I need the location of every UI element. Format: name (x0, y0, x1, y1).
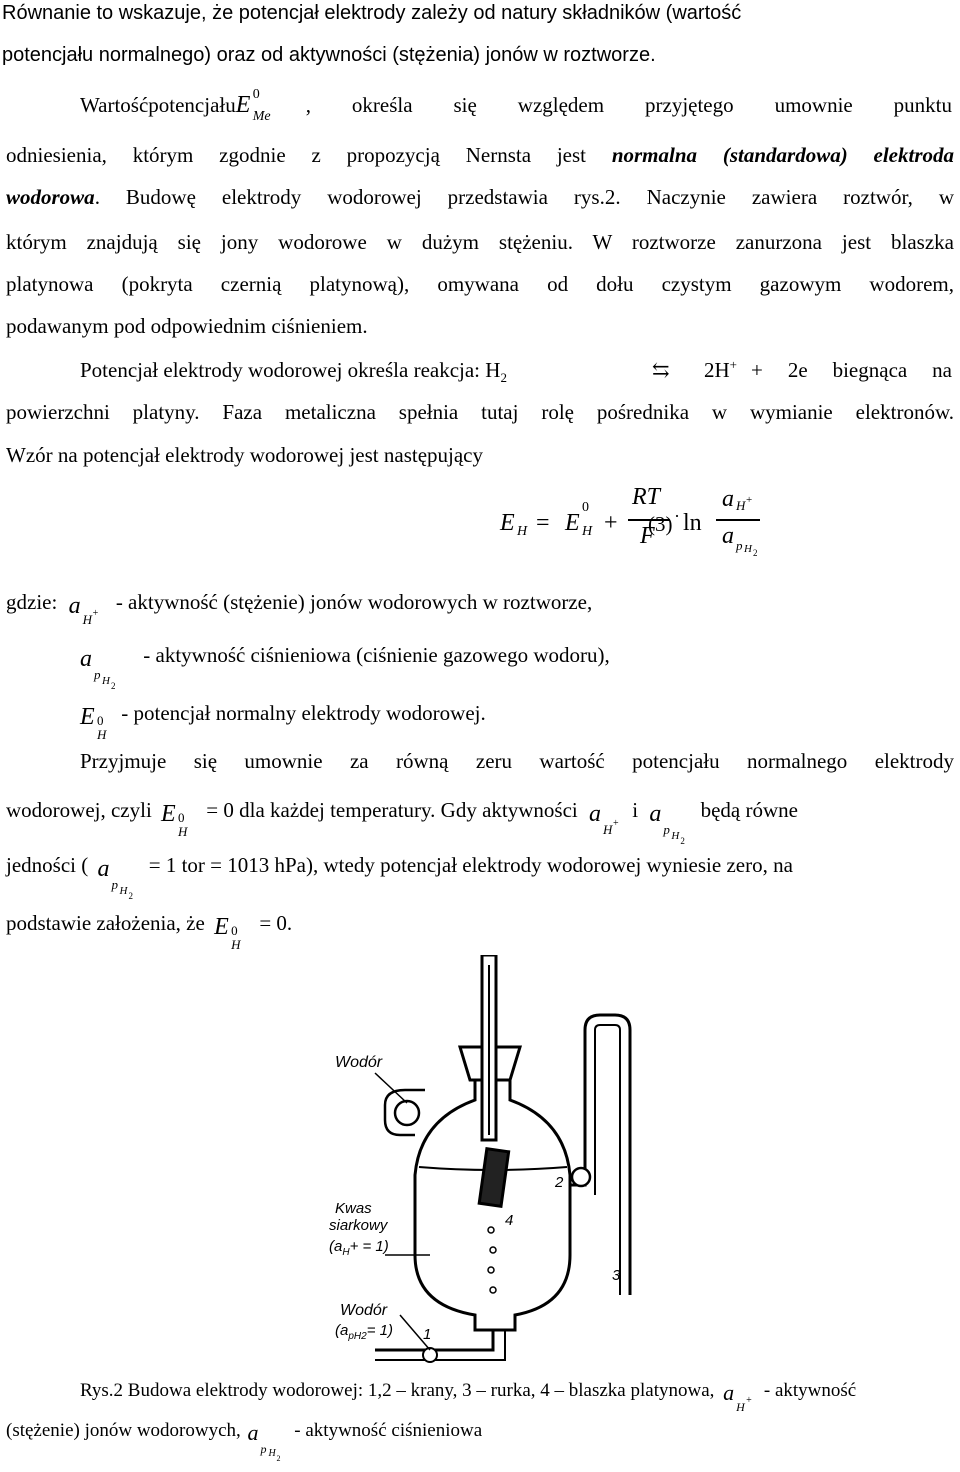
equilibrium-arrow-icon: ⇆ (652, 358, 670, 382)
sym-a: a (97, 856, 110, 882)
label-2: 2 (555, 1174, 564, 1191)
text: którym znajdują się jony wodorowe w dużym stężeniu. W roztworze zanurzona jest blaszka (6, 230, 954, 254)
sym-sup: + (746, 1395, 752, 1406)
t: wodorowej, czyli (6, 798, 152, 822)
t-bold: wodorowa (6, 185, 95, 209)
word: Wartość (80, 93, 149, 117)
sym-E: E (80, 704, 95, 730)
sym-sub: H (603, 822, 613, 837)
t-bold: normalna (standardowa) elektroda (611, 143, 954, 167)
symbol-E-Me (235, 87, 306, 124)
sym-p: p (94, 667, 101, 682)
f-sup0: 0 (582, 500, 589, 515)
sym-sup: + (613, 818, 619, 829)
t: + 2e biegnąca na (751, 358, 952, 382)
sym-a: a (80, 646, 92, 672)
para4-line4 (6, 910, 954, 952)
sub: Me (252, 109, 271, 124)
text: podawanym pod odpowiednim ciśnieniem. (6, 314, 368, 338)
f-plus-sup: + (746, 494, 753, 506)
f-a1: a (722, 486, 734, 512)
t: odniesienia, którym zgodnie z propozycją Nernsta jest (6, 143, 612, 167)
tap-2 (572, 1168, 590, 1186)
caption-line2 (6, 1418, 954, 1463)
para2-line6 (6, 313, 954, 339)
sym-2: 2 (276, 1454, 281, 1463)
t: - aktywność (763, 1380, 857, 1401)
sym-0: 0 (178, 810, 185, 825)
sup: 0 (252, 87, 260, 102)
eq-number: (3) (648, 512, 673, 536)
sym-a: a (649, 801, 662, 827)
para2-line3 (6, 184, 954, 210)
sym-2: 2 (680, 836, 685, 846)
sym-a: a (68, 593, 81, 619)
t: Rys.2 Budowa elektrody wodorowej: 1,2 – krany, 3 – rurka, 4 – blaszka platynowa, (80, 1380, 715, 1401)
f-two: 2 (753, 548, 758, 558)
t: - aktywność ciśnieniowa (294, 1420, 483, 1441)
word: potencjału (148, 93, 236, 117)
t: = 0 dla każdej temperatury. Gdy aktywności (206, 798, 578, 822)
sym-H: H (97, 727, 107, 742)
para2-line5 (6, 271, 954, 297)
sym-sub: H (736, 1400, 745, 1414)
para4-line3 (6, 852, 954, 901)
para2-line2 (6, 142, 954, 168)
def-line1 (6, 589, 954, 627)
sym-p: p (663, 822, 670, 837)
reaction-arrow (652, 357, 692, 383)
sym-sup: + (92, 608, 99, 619)
sym-0: 0 (97, 713, 104, 728)
sym-p: p (260, 1442, 267, 1456)
sym-H: H (178, 824, 188, 839)
t: będą równe (700, 798, 798, 822)
sym-H: H (671, 830, 680, 842)
label-siarkowy: siarkowy (329, 1217, 388, 1234)
text: platynowa (pokryta czernią platynową), omywana od dołu czystym gazowym wodorem, (6, 272, 954, 296)
text: Przyjmuje się umownie za równą zeru wartość potencjału normalnego elektrody (80, 749, 954, 773)
text (6, 184, 954, 210)
sym-0: 0 (231, 923, 238, 938)
label-kwas: Kwas (335, 1200, 372, 1217)
t: i (632, 798, 639, 822)
sym-H: H (268, 1448, 276, 1459)
text: potencjału normalnego) oraz od aktywności (stężenia) jonów w roztworze. (2, 44, 656, 66)
sym: E (235, 92, 251, 118)
tap-1-top (395, 1101, 419, 1125)
para1-line2 (2, 42, 954, 68)
t: = 1 tor = 1013 hPa), wtedy potencjał elektrody wodorowej wyniesie zero, na (148, 853, 793, 877)
text: Wzór na potencjał elektrody wodorowej jest następujący (6, 443, 483, 467)
para1-line1 (2, 0, 954, 26)
def-line3 (80, 700, 954, 742)
t: . Budowę elektrody wodorowej przedstawia rys.2. Naczynie zawiera roztwór, w (94, 185, 954, 209)
f-H2: H (744, 543, 752, 555)
f-ln: ln (683, 510, 702, 536)
t: podstawie założenia, że (6, 911, 205, 935)
sym-a: a (247, 1420, 259, 1445)
label-wodor-top: Wodór (335, 1054, 383, 1071)
sym-sub: H (82, 612, 92, 627)
sym-E: E (161, 801, 176, 827)
sym-2: 2 (128, 891, 133, 901)
para3-line1-b (704, 357, 952, 383)
f-a2: a (722, 523, 734, 549)
label-aH: $(a_H+ = 1)$ (329, 1238, 389, 1258)
sym-p: p (111, 877, 118, 892)
para4-line2 (6, 797, 954, 846)
para2-line1 (80, 87, 952, 124)
f-eq: = (536, 510, 550, 536)
t: - aktywność (stężenie) jonów wodorowych w roztworze, (115, 590, 593, 614)
sym-E: E (214, 914, 229, 940)
formula-number (648, 511, 673, 537)
t2: 2H (704, 358, 730, 382)
sym-H: H (119, 885, 128, 897)
f-sub: H (517, 524, 528, 539)
caption-line1 (80, 1378, 954, 1414)
f-F: F (640, 523, 655, 549)
sub: 2 (500, 370, 507, 386)
label-1: 1 (423, 1326, 432, 1343)
t: - potencjał normalny elektrody wodorowej. (121, 701, 486, 725)
f-RT: RT (632, 484, 661, 510)
para3-line2 (6, 399, 954, 425)
text: , określa się względem przyjętego umownie punktu (305, 93, 952, 117)
sym-H: H (231, 937, 241, 952)
para2-line4 (6, 229, 954, 255)
f-Hplus: H (736, 498, 746, 513)
sym-a: a (589, 801, 601, 827)
label-4: 4 (505, 1212, 514, 1229)
hydrogen-electrode-figure (315, 955, 665, 1370)
sym-a: a (723, 1380, 735, 1405)
t: (stężenie) jonów wodorowych, (6, 1420, 241, 1441)
nernst-formula (500, 484, 758, 568)
f-p: p (736, 538, 743, 553)
t: - aktywność ciśnieniowa (ciśnienie gazowego wodoru), (143, 643, 610, 667)
text (6, 142, 954, 168)
para3-line3 (6, 442, 954, 468)
label-3: 3 (612, 1267, 621, 1284)
f-plus: + (604, 510, 618, 536)
f-sub2: H (582, 524, 593, 539)
t (704, 357, 737, 383)
def-line2 (80, 642, 954, 691)
label-apH: $(a_{pH2}= 1)$ (335, 1322, 393, 1342)
t: = 0. (259, 911, 293, 935)
sym-H: H (102, 675, 110, 687)
t: jedności ( (6, 853, 89, 877)
sym-2: 2 (111, 681, 116, 691)
sup: + (729, 357, 738, 372)
f-dot: · (674, 506, 680, 526)
f-E0: E (565, 510, 580, 536)
t: Potencjał elektrody wodorowej określa reakcja: H (80, 358, 501, 382)
platinum-plate (479, 1149, 508, 1207)
text: powierzchni platyny. Faza metaliczna spełnia tutaj rolę pośrednika w wymianie elektronów. (6, 400, 954, 424)
para4-line1 (80, 748, 954, 774)
tap-1-bottom (423, 1348, 437, 1362)
f-fraction-bar-2 (716, 519, 760, 521)
t: gdzie: (6, 590, 58, 614)
label-wodor-bottom: Wodór (340, 1302, 388, 1319)
f-E: E (500, 510, 515, 536)
text: Równanie to wskazuje, że potencjał elektrody zależy od natury składników (wartość (2, 2, 742, 24)
